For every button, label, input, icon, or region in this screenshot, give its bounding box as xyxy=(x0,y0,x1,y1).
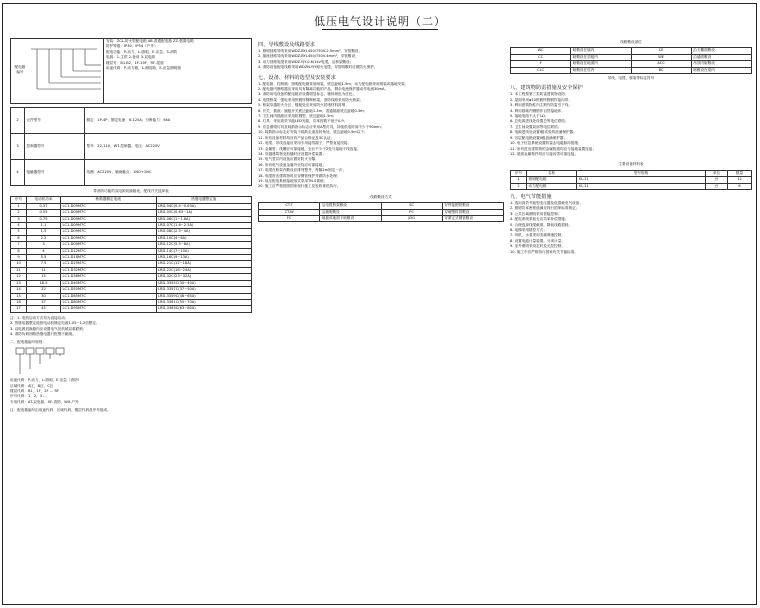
spec-line: 防护等级：IP30，IP54（户外） xyxy=(106,44,158,49)
table-cell: XL-21 xyxy=(577,177,706,183)
table-cell: LRD-3363C(63~80A) xyxy=(156,306,252,312)
text-line: 9. 应急照明灯具及疏散指示标志应采用A型灯具，持续供电时间不少于90min； xyxy=(258,124,385,129)
text-line: 3. 公共区域照明采用智能控制； xyxy=(510,211,562,216)
table-cell: 15 xyxy=(27,274,61,280)
text-line: 1. 配电箱、控制箱：照明配电箱采用暗装，底边距地1.5m；动力配电箱采用明装或落地安装； xyxy=(258,81,409,86)
table-cell: LRD-12C(5.5~8A) xyxy=(156,242,252,248)
middle-column xyxy=(258,38,504,222)
table-cell: 动力配电箱 xyxy=(527,183,577,189)
code-title: 二、配电箱编号规则： xyxy=(10,340,46,345)
table-cell: 3 xyxy=(11,134,25,160)
table-title: 主要设备材料表 xyxy=(618,162,644,167)
table-cell: LC1-D09M7C xyxy=(61,203,157,209)
table-cell: LC1-D80M7C xyxy=(61,299,157,305)
section-body xyxy=(510,201,752,255)
motor-table xyxy=(10,196,252,312)
table-cell: ACC xyxy=(631,61,691,67)
table-cell: LC1-D09M7C xyxy=(61,216,157,222)
column-header: 序号 xyxy=(11,197,27,203)
code-tree-icon xyxy=(10,346,250,376)
table-cell: FC xyxy=(259,215,320,221)
spec-line: 用途代码：P-动力箱，L-照明箱，E-应急照明箱 xyxy=(106,66,181,71)
column-header: 断路器额定电流 xyxy=(61,197,157,203)
table-cell: 沿墙明敷设 xyxy=(320,209,381,215)
table-cell: 16 xyxy=(11,299,27,305)
spec-line: 安装：ZCL-防火型配电箱 AB-普通配电箱 ZZ-强弱电箱 xyxy=(106,39,194,43)
text-line: 4. 利用基础内钢筋作自然接地体； xyxy=(510,108,565,113)
table-cell: 37 xyxy=(27,299,61,305)
table-note: 导线、电缆、桥架等标注符号 xyxy=(607,76,655,81)
table-cell: 4 xyxy=(11,223,27,229)
table-cell: 台 xyxy=(706,177,728,183)
table-cell: LRD-07C(1.6~2.5A) xyxy=(156,223,252,229)
table-cell: 0.75 xyxy=(27,216,61,222)
table-cell: LRD-04C(0.4~0.63A) xyxy=(156,203,252,209)
table-cell: 沿墙面敷设 xyxy=(691,54,751,60)
table-row xyxy=(511,67,752,73)
table-cell: 14 xyxy=(11,287,27,293)
text-line: 1. 本工程按第三类防雷建筑物设防； xyxy=(510,92,569,97)
table-cell: LC1-D40M7C xyxy=(61,280,157,286)
section-heading: 四、导线敷设及线路要求 xyxy=(258,42,316,48)
table-cell: LC1-D18M7C xyxy=(61,255,157,261)
column-header: 型号规格 xyxy=(577,170,706,176)
spec-label: 配电箱编号 xyxy=(14,65,26,75)
text-line: 6. 电梯采用群控方式； xyxy=(510,227,547,232)
column-header: 名称 xyxy=(527,170,577,176)
table-cell: 2.2 xyxy=(27,235,61,241)
table-cell: LRD-16C(9~13A) xyxy=(156,255,252,261)
text-line: 17. 电缆在桥架内敷设应排列整齐，每隔2m固定一次； xyxy=(258,168,347,173)
table-cell: 1 xyxy=(11,203,27,209)
table-cell: 型号：22-120；WT-控制器；电压：AC220V xyxy=(85,134,252,160)
table-cell: CLC xyxy=(511,67,571,73)
table-cell: 6 xyxy=(11,235,27,241)
table-cell: LC1-D12M7C xyxy=(61,248,157,254)
spec-line: 配电功能：P-动力，L-照明，E-应急，S-消防 xyxy=(106,49,178,54)
text-line: 5. 合理选择线缆截面，降低线路损耗； xyxy=(510,222,573,227)
table-cell: 1.1 xyxy=(27,223,61,229)
column-header: 序号 xyxy=(511,170,527,176)
text-line: 12. 屋面金属构件均应与接闪带可靠连接。 xyxy=(510,151,578,156)
text-line: 10. 疏散指示标志灯安装于疏散走道及转角处，底边距地0.5m以下； xyxy=(258,130,368,135)
table-cell: 13 xyxy=(11,280,27,286)
table-cell: LC1-D65M7C xyxy=(61,293,157,299)
table-cell: LC1-D32M7C xyxy=(61,267,157,273)
table-cell: 45 xyxy=(27,306,61,312)
table-cell: 6 xyxy=(728,183,752,189)
text-line: 3. 消防用电设备的配电箱应设置明显标志，箱体颜色为红色； xyxy=(258,92,357,97)
table-cell: LRD-06C(1~1.6A) xyxy=(156,216,252,222)
table-cell: LC1-D38M7C xyxy=(61,274,157,280)
table-cell: 18.5 xyxy=(27,280,61,286)
table-row xyxy=(11,160,252,186)
table-cell: 7 xyxy=(11,242,27,248)
legend-title: 线路敷设方式 xyxy=(370,194,392,199)
text-line: 4. 电缆桥架：强电采用热镀锌钢制桥架，消防线路采用防火桥架； xyxy=(258,97,364,102)
table-cell: 12 xyxy=(11,274,27,280)
table-row xyxy=(259,215,504,221)
note-line: 4. 消防负荷回路热继电器只报警不跳闸。 xyxy=(10,331,76,336)
right-column xyxy=(510,38,752,255)
table-cell: LRD-21C(12~18A) xyxy=(156,261,252,267)
text-line: 14. 穿越建筑物变形缝时应设置补偿装置； xyxy=(258,151,326,156)
table-cell: 3 xyxy=(11,216,27,222)
table-cell: 控制器型号 xyxy=(25,134,85,160)
table-cell: 2 xyxy=(11,210,27,216)
text-line: 7. 卫生间设置局部等电位联结； xyxy=(510,124,562,129)
table-cell: 穿紧定式钢管敷设 xyxy=(442,215,503,221)
table-cell: WE xyxy=(631,54,691,60)
table-cell: 30 xyxy=(27,293,61,299)
table-title: 线路敷设部位 xyxy=(620,40,642,44)
table-row xyxy=(11,306,252,312)
text-line: 2. 照明功率密度值满足现行国家标准规定； xyxy=(510,206,580,211)
table-cell: 0.37 xyxy=(27,203,61,209)
table-cell: 10 xyxy=(11,261,27,267)
table-cell: 接触器型号 xyxy=(25,160,85,186)
table-cell: 3 xyxy=(27,242,61,248)
table-cell: BC xyxy=(631,67,691,73)
text-line: 15. 电气竖井内设备应做好防火分隔； xyxy=(258,157,319,162)
text-line: 5. 桥架穿越防火分区、楼板处应采用防火封堵材料封堵； xyxy=(258,103,349,108)
section-heading: 七、设备、材料的选型及安装要求 xyxy=(258,74,336,81)
table-cell: CC xyxy=(511,54,571,60)
table-cell: 照明配电箱 xyxy=(527,177,577,183)
spec-block xyxy=(10,38,252,104)
table-cell: 沿电缆桥架敷设 xyxy=(320,203,381,209)
table-cell: SC xyxy=(381,203,442,209)
code-item: 区域代码：A区，B区，C区 xyxy=(10,383,54,388)
table-cell: CT-W xyxy=(259,209,320,215)
footnote: 注：配电箱编号由用途代码、区域代码、楼层代码及序号组成。 xyxy=(10,408,111,413)
table-cell: XL-21 xyxy=(577,183,706,189)
location-table xyxy=(510,47,752,74)
table-cell: 2 xyxy=(511,183,527,189)
table-cell: F xyxy=(511,61,571,67)
text-line: 8. 灯具：采用高效节能LED光源，功率因数不低于0.9； xyxy=(258,119,348,124)
table-cell: 11 xyxy=(11,267,27,273)
text-line: 9. 室外照明采用定时及光控控制； xyxy=(510,244,565,249)
table-cell: 4 xyxy=(27,248,61,254)
text-line: 2. 屋面采用φ10热镀锌圆钢作接闪带； xyxy=(510,97,572,102)
table-cell: LC1-D95M7C xyxy=(61,306,157,312)
text-line: 10. 施工中应严格执行国家有关节能标准。 xyxy=(510,249,578,254)
table-cell: 15 xyxy=(11,293,27,299)
column-header: 数量 xyxy=(728,170,752,176)
text-line: 13. 金属管、线槽应可靠接地，全长不少于2处与接地干线连接； xyxy=(258,146,361,151)
text-line: 10. 电子信息系统设置防雷击电磁脉冲措施； xyxy=(510,141,582,146)
equipment-table xyxy=(510,170,752,190)
table-cell: LC1-D25M7C xyxy=(61,261,157,267)
table-cell: 1.5 xyxy=(27,229,61,235)
text-line: 20. 施工应严格按照国家现行施工及验收规范执行。 xyxy=(258,184,341,189)
note-line: 注：1. 电机启动方式均为直接启动； xyxy=(10,315,69,320)
table-cell: 1 xyxy=(511,177,527,183)
table-cell: 2 xyxy=(11,108,25,134)
spec-text xyxy=(103,39,251,103)
table-cell: CE xyxy=(631,48,691,54)
column-header: 热继电器整定值 xyxy=(156,197,252,203)
table-cell: WC xyxy=(511,48,571,54)
code-item: 序号代码：1，2，3 … xyxy=(10,394,47,399)
section-heading: 九、电气节能措施 xyxy=(510,193,552,200)
table-row xyxy=(511,183,752,189)
table-cell: 5.5 xyxy=(27,255,61,261)
text-line: 8. 设置电能计量装置，分项计量； xyxy=(510,238,565,243)
table-cell: LRD-3359C(48~65A) xyxy=(156,293,252,299)
table-cell: 17 xyxy=(11,306,27,312)
table-cell: 暗敷设在墙内 xyxy=(571,48,631,54)
table-cell: 暗敷设在顶板内 xyxy=(571,54,631,60)
table-cell: 暗敷设在地面内 xyxy=(571,61,631,67)
note-line: 2. 热继电器整定值按电动机额定电流1.05~1.2倍整定； xyxy=(10,321,100,326)
table-cell: 吊顶内暗敷设 xyxy=(691,61,751,67)
table-cell: LC1-D50M7C xyxy=(61,287,157,293)
text-line: 5. 接地电阻不大于1Ω； xyxy=(510,114,549,119)
text-line: 8. 电源进线处设置I级试验的浪涌保护器； xyxy=(510,130,577,135)
component-table xyxy=(10,107,252,186)
table-cell: LRD-3357C(37~50A) xyxy=(156,287,252,293)
table-cell: 暗敷设在柱内 xyxy=(571,67,631,73)
text-line: 12. 电缆、导线连接应采用专用接线端子，严禁直接绞接； xyxy=(258,141,352,146)
code-item: 专用代码：AT-双电源，XF-消防，WX-户外 xyxy=(10,399,79,404)
table-cell: LRD-3361C(55~70A) xyxy=(156,299,252,305)
table-cell: 台 xyxy=(706,183,728,189)
text-line: 3. 利用建筑物柱内主筋作防雷引下线； xyxy=(510,103,573,108)
table-cell: LRD-14C(7~10A) xyxy=(156,248,252,254)
text-line: 1. 选用高效节能型变压器及低损耗电气设备； xyxy=(510,200,583,205)
table-cell: LRD-22C(16~24A) xyxy=(156,267,252,273)
title-underline xyxy=(322,29,438,30)
table-cell: LC1-D09M7C xyxy=(61,235,157,241)
table-cell: LRD-32C(23~32A) xyxy=(156,274,252,280)
text-line: 6. 开关、插座：翘板开关底边距地1.3m，普通插座底边距地0.3m； xyxy=(258,108,368,113)
table-cell: 线圈：AC220V；辅助触点：1NO+1NC xyxy=(85,160,252,186)
table-cell: 9 xyxy=(11,255,27,261)
table-cell: 4 xyxy=(11,160,25,186)
table-cell: 沿天棚面敷设 xyxy=(691,48,751,54)
left-column xyxy=(10,38,252,414)
table-cell: 地板或地面下暗敷设 xyxy=(320,215,381,221)
text-line: 6. 总电源进线处设置总等电位联结； xyxy=(510,119,569,124)
text-line: 11. 所有进出建筑物的金属管道均应与接地装置连接； xyxy=(510,146,596,151)
text-line: 3. 动力回路电缆采用WDZ-YJY-0.6/1kV电缆，沿桥架敷设； xyxy=(258,59,354,64)
page-title: 低压电气设计说明（二） xyxy=(314,15,446,28)
section-heading: 八、建筑物防雷措施及安全保护 xyxy=(510,85,583,92)
table-cell: 穿硬塑料管敷设 xyxy=(442,209,503,215)
text-line: 16. 所有电气设备金属外壳均应可靠接地； xyxy=(258,162,326,167)
table-cell: 穿焊接钢管敷设 xyxy=(442,203,503,209)
spec-line: 电源：1-主供 2-备用 3-双电源 xyxy=(106,55,155,60)
table-cell: LC1-D09M7C xyxy=(61,242,157,248)
text-line: 1. 照明回路导线采用WDZ-BYJ-450/750V-2.5mm²，穿管敷设； xyxy=(258,49,363,53)
text-line: 2. 插座回路导线采用WDZ-BYJ-450/750V-4mm²，穿管敷设； xyxy=(258,54,359,59)
code-item: 楼层代码：B1，1F，2F … RF xyxy=(10,388,60,393)
table-cell: 额定：1P-4P；额定电流：6-125A；分断能力：6kA xyxy=(85,108,252,134)
text-line: 4. 消防设备配电线路采用WDZN-YJY耐火电缆，穿管明敷时应做防火保护。 xyxy=(258,65,378,70)
table-cell: LRD-10C(4~6A) xyxy=(156,235,252,241)
column-header: 电动机功率 xyxy=(27,197,61,203)
table-cell: LRD-08C(2.5~4A) xyxy=(156,229,252,235)
code-diagram-icon xyxy=(27,39,103,103)
table-cell: CT-T xyxy=(259,203,320,209)
table-cell: 7.5 xyxy=(27,261,61,267)
column-header: 单位 xyxy=(706,170,728,176)
section-body xyxy=(510,92,752,157)
equipment-body xyxy=(511,177,752,190)
text-line: 4. 配电系统采取无功功率补偿措施； xyxy=(510,217,569,222)
location-body xyxy=(511,48,752,74)
text-line: 7. 风机、水泵采用变频调速控制； xyxy=(510,233,565,238)
spec-line: 楼层号：B1-B2，1F-10F，RF-屋面 xyxy=(106,60,164,65)
legend-table xyxy=(258,202,504,222)
table-cell: LRD-3355C(30~40A) xyxy=(156,280,252,286)
motor-table-title: 带消防功能的双电源切换箱表，配线开关选择表 xyxy=(93,189,169,193)
table-cell: LRD-05C(0.63~1A) xyxy=(156,210,252,216)
table-cell: 暗敷设在梁内 xyxy=(691,67,751,73)
table-cell: 8 xyxy=(11,248,27,254)
table-cell: LC1-D09M7C xyxy=(61,223,157,229)
table-cell: 11 xyxy=(27,267,61,273)
table-cell: JDG xyxy=(381,215,442,221)
table-cell: PC xyxy=(381,209,442,215)
text-line: 11. 所有设备材料均应有产品合格证及3C认证； xyxy=(258,135,335,140)
table-cell: LC1-D09M7C xyxy=(61,210,157,216)
table-cell: 12 xyxy=(728,177,752,183)
code-item: 用途代码：P-动力，L-照明，E-应急（消防） xyxy=(10,378,82,383)
text-line: 19. 低压配电系统接地形式采用TN-S系统； xyxy=(258,178,328,183)
table-cell: 0.55 xyxy=(27,210,61,216)
legend-body xyxy=(259,203,504,222)
table-cell: 元件型号 xyxy=(25,108,85,134)
table-row xyxy=(11,134,252,160)
table-cell: 22 xyxy=(27,287,61,293)
text-line: 18. 电缆进出建筑物时应穿钢管保护并做防水处理； xyxy=(258,173,341,178)
text-line: 2. 配电箱内断路器应采用具有隔离功能的产品，剩余电流保护器动作电流30mA； xyxy=(258,87,389,92)
table-cell: 5 xyxy=(11,229,27,235)
section-body xyxy=(258,82,504,190)
note-line: 3. 双电源切换箱内应设置电气及机械双重联锁； xyxy=(10,326,87,331)
text-line: 9. 各层配电箱设置II级浪涌保护器； xyxy=(510,135,568,140)
table-cell: LC1-D09M7C xyxy=(61,229,157,235)
text-line: 7. 卫生间内插座应采用防溅型，底边距地1.5m； xyxy=(258,114,337,119)
motor-table-body xyxy=(11,203,252,312)
table-row xyxy=(11,108,252,134)
